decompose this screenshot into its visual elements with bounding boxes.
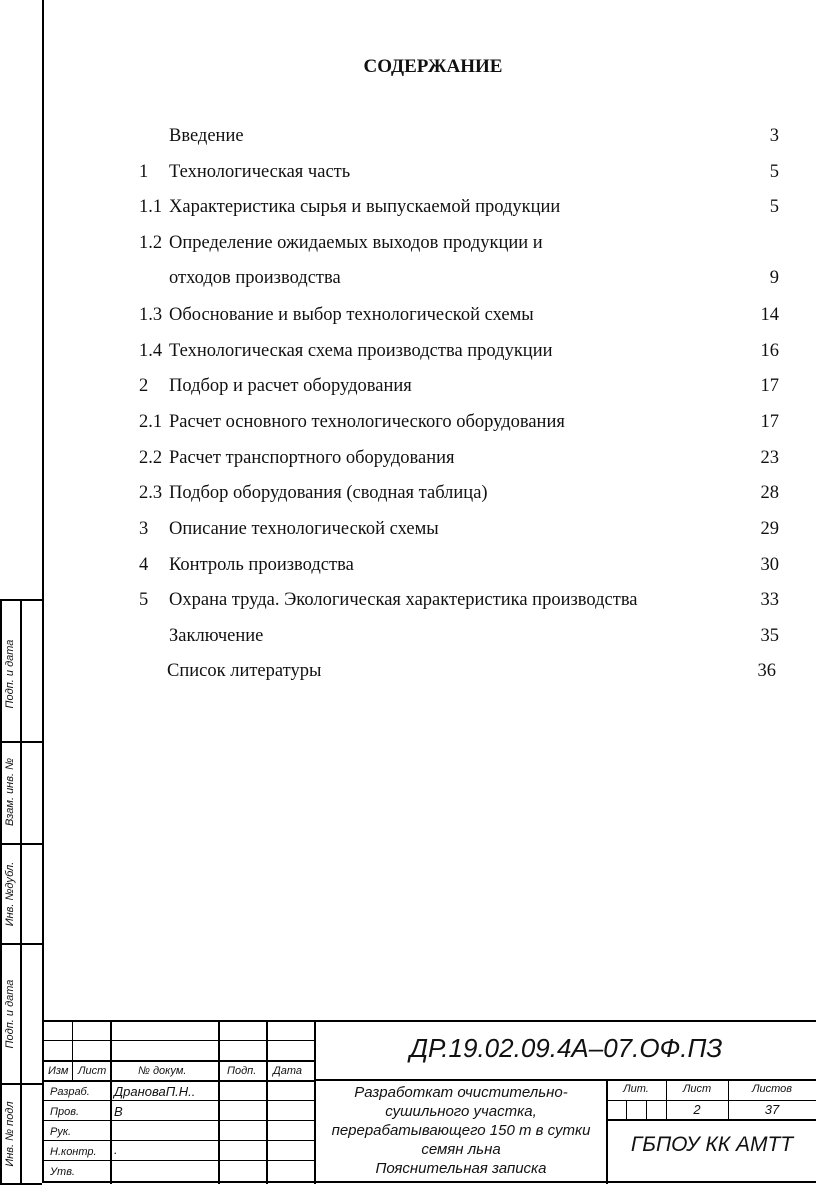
description-line-4: семян льна — [421, 1141, 501, 1158]
toc-title: Технологическая часть — [169, 162, 351, 182]
toc-title: Охрана труда. Экологическая характеристика производства — [169, 590, 638, 610]
stamp-row-line-4 — [42, 1100, 314, 1101]
stamp-top-border — [42, 1020, 816, 1022]
toc-title: Технологическая схема производства продукции — [169, 341, 553, 361]
toc-page-number: 5 — [769, 197, 779, 217]
toc-number: 5 — [139, 590, 149, 610]
nkontr-mark: . — [114, 1142, 118, 1157]
col-izm: Изм — [48, 1065, 69, 1077]
toc-number: 1 — [139, 162, 149, 182]
toc-entry — [136, 661, 776, 685]
toc-page-number: 36 — [757, 661, 776, 681]
list-label: Лист — [682, 1083, 712, 1095]
document-description — [316, 1083, 606, 1178]
toc-page-number: 17 — [760, 376, 779, 396]
toc-title: Характеристика сырья и выпускаемой продукции — [169, 197, 561, 217]
stamp-row-line-2 — [42, 1060, 314, 1062]
row-utv: Утв. — [50, 1166, 75, 1178]
toc-title: Список литературы — [167, 661, 322, 681]
side-stamp-divider — [20, 599, 22, 1185]
col-data: Дата — [273, 1065, 303, 1077]
toc-number: 3 — [139, 519, 149, 539]
side-label-inv-dubl: Инв. №дубл. — [4, 861, 16, 927]
stamp-lit-sub-col-1 — [626, 1100, 627, 1120]
list-value: 2 — [693, 1102, 701, 1117]
razrab-name: ДрановаП.Н.. — [114, 1084, 196, 1099]
toc-entry — [139, 483, 779, 507]
stamp-col-line-3 — [218, 1020, 220, 1184]
toc-entry — [139, 519, 779, 543]
toc-page-number: 14 — [760, 305, 779, 325]
toc-title: Заключение — [169, 626, 264, 646]
toc-number: 1.4 — [139, 341, 163, 361]
toc-page-number: 5 — [769, 162, 779, 182]
organization-name: ГБПОУ КК АМТТ — [630, 1133, 794, 1156]
listov-label: Листов — [751, 1083, 793, 1095]
toc-number: 4 — [139, 555, 149, 575]
side-label-podp-data-top: Подп. и дата — [4, 639, 16, 709]
toc-page-number: 29 — [760, 519, 779, 539]
row-ruk: Рук. — [50, 1126, 72, 1138]
toc-page-number: 16 — [760, 341, 779, 361]
toc-title: Расчет основного технологического оборудования — [169, 412, 565, 432]
stamp-lit-sub-col-2 — [646, 1100, 647, 1120]
prov-name: В — [114, 1104, 123, 1119]
row-prov: Пров. — [50, 1106, 80, 1118]
toc-entry — [139, 626, 779, 650]
stamp-row-line-6 — [42, 1140, 314, 1141]
toc-title: Описание технологической схемы — [169, 519, 439, 539]
stamp-row-line-7 — [42, 1160, 314, 1161]
toc-entry — [139, 197, 779, 221]
stamp-col-line-2 — [110, 1020, 112, 1184]
toc-title: отходов производства — [169, 268, 341, 288]
toc-page-number: 9 — [769, 268, 779, 288]
page-title: СОДЕРЖАНИЕ — [363, 56, 503, 77]
toc-entry — [139, 305, 779, 329]
toc-entry — [139, 412, 779, 436]
toc-page-number: 17 — [760, 412, 779, 432]
toc-entry — [139, 126, 779, 150]
stamp-lit-row-line-2 — [606, 1119, 816, 1121]
stamp-right-divider — [606, 1080, 608, 1184]
lit-label: Лит. — [623, 1083, 649, 1095]
description-line-1: Разработкат очистительно- — [354, 1084, 568, 1101]
stamp-row-line-1 — [42, 1040, 314, 1041]
side-stamp-left-border — [0, 599, 2, 1185]
toc-page-number: 33 — [760, 590, 779, 610]
side-label-inv-podl: Инв. № подл — [4, 1101, 16, 1167]
stamp-row-line-5 — [42, 1120, 314, 1121]
description-line-2: сушильного участка, — [385, 1103, 537, 1120]
toc-entry — [139, 555, 779, 579]
toc-number: 1.2 — [139, 233, 163, 253]
toc-entry — [139, 162, 779, 186]
toc-entry — [139, 341, 779, 365]
toc-entry — [139, 268, 779, 292]
side-label-podp-data-bottom: Подп. и дата — [4, 979, 16, 1049]
stamp-col-line-4 — [266, 1020, 268, 1184]
row-razrab: Разраб. — [50, 1086, 90, 1098]
toc-number: 2.2 — [139, 448, 163, 468]
toc-title: Расчет транспортного оборудования — [169, 448, 455, 468]
toc-entry — [139, 233, 779, 257]
stamp-code-bottom-border — [314, 1079, 816, 1081]
toc-title: Определение ожидаемых выходов продукции и — [169, 233, 543, 253]
row-nkontr: Н.контр. — [50, 1146, 97, 1158]
description-line-5: Пояснительная записка — [375, 1160, 547, 1177]
toc-page-number: 30 — [760, 555, 779, 575]
description-line-3: перерабатывающего 150 т в сутки — [331, 1122, 591, 1139]
stamp-row-line-3 — [42, 1080, 314, 1082]
toc-title: Контроль производства — [169, 555, 354, 575]
toc-page-number: 23 — [760, 448, 779, 468]
toc-title: Обоснование и выбор технологической схемы — [169, 305, 534, 325]
toc-number: 2.1 — [139, 412, 163, 432]
col-podp: Подп. — [227, 1065, 257, 1077]
toc-number: 1.3 — [139, 305, 163, 325]
toc-entry — [139, 376, 779, 400]
stamp-lit-row-line-1 — [606, 1100, 816, 1101]
stamp-col-line-1 — [72, 1020, 73, 1080]
listov-value: 37 — [764, 1102, 780, 1117]
toc-title: Введение — [169, 126, 244, 146]
side-label-vzam-inv: Взам. инв. № — [4, 757, 16, 827]
toc-title: Подбор оборудования (сводная таблица) — [169, 483, 488, 503]
toc-number: 2.3 — [139, 483, 163, 503]
toc-entry — [139, 590, 779, 614]
toc-page-number: 3 — [769, 126, 779, 146]
toc-title: Подбор и расчет оборудования — [169, 376, 412, 396]
toc-number: 2 — [139, 376, 149, 396]
toc-number: 1.1 — [139, 197, 163, 217]
toc-entry — [139, 448, 779, 472]
col-list: Лист — [78, 1065, 107, 1077]
toc-page-number: 28 — [760, 483, 779, 503]
toc-page-number: 35 — [760, 626, 779, 646]
document-code: ДР.19.02.09.4А–07.ОФ.ПЗ — [409, 1033, 723, 1063]
col-dokum: № докум. — [138, 1065, 187, 1077]
